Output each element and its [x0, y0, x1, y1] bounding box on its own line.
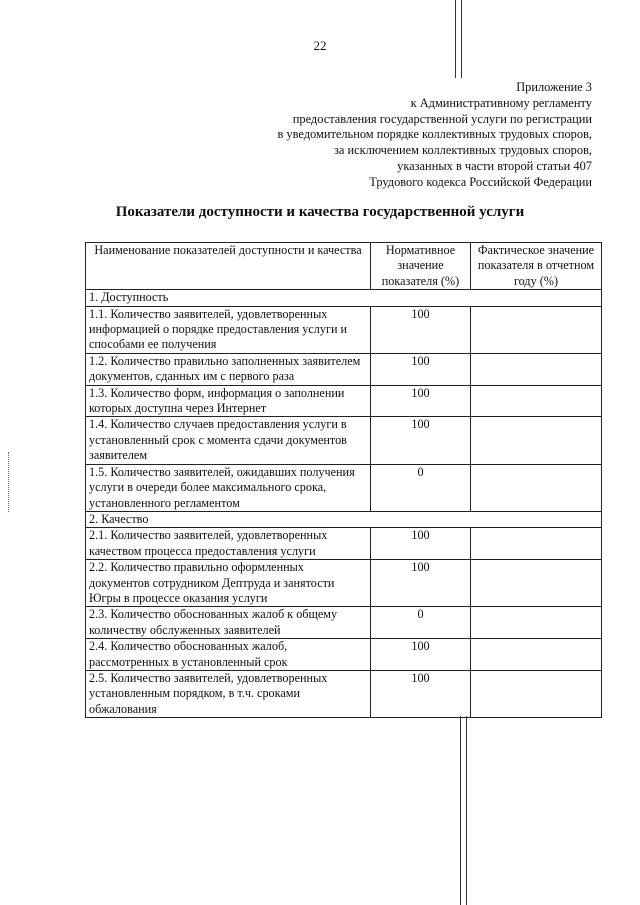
table-header-row: [86, 243, 602, 290]
indicator-name: 1.5. Количество заявителей, ожидавших получения услуги в очереди более максимального срока, установленного регламентом: [86, 464, 371, 511]
normative-value: 100: [371, 639, 471, 671]
appendix-line: Трудового кодекса Российской Федерации: [369, 174, 592, 189]
table-row: [86, 607, 602, 639]
appendix-line: в уведомительном порядке коллективных трудовых споров,: [277, 127, 592, 142]
section-label: 1. Доступность: [86, 290, 602, 306]
actual-value: [471, 417, 602, 464]
table-row: [86, 528, 602, 560]
appendix-line: к Административному регламенту: [410, 95, 592, 110]
table-section-row: [86, 511, 602, 527]
normative-value: 0: [371, 607, 471, 639]
indicator-name: 1.3. Количество форм, информация о заполнении которых доступна через Интернет: [86, 385, 371, 417]
actual-value: [471, 385, 602, 417]
normative-value: 100: [371, 528, 471, 560]
scan-artifact-dots: [8, 452, 12, 512]
appendix-line: Приложение 3: [516, 80, 592, 94]
normative-value: 100: [371, 560, 471, 607]
actual-value: [471, 607, 602, 639]
table-row: [86, 417, 602, 464]
table-row: [86, 464, 602, 511]
actual-value: [471, 670, 602, 717]
section-label: 2. Качество: [86, 511, 602, 527]
normative-value: 0: [371, 464, 471, 511]
table-row: [86, 670, 602, 717]
table-row: [86, 353, 602, 385]
scan-artifact-line: [460, 716, 461, 905]
normative-value: 100: [371, 353, 471, 385]
header-normative-value: Нормативное значение показателя (%): [371, 243, 471, 290]
indicator-name: 2.1. Количество заявителей, удовлетворенных качеством процесса предоставления услуги: [86, 528, 371, 560]
table-row: [86, 306, 602, 353]
normative-value: 100: [371, 417, 471, 464]
indicator-name: 2.4. Количество обоснованных жалоб, рассмотренных в установленный срок: [86, 639, 371, 671]
document-title: Показатели доступности и качества государственной услуги: [115, 204, 525, 220]
actual-value: [471, 639, 602, 671]
appendix-line: предоставления государственной услуги по регистрации: [292, 111, 592, 126]
indicator-name: 1.4. Количество случаев предоставления услуги в установленный срок с момента сдачи документов заявителем: [86, 417, 371, 464]
normative-value: 100: [371, 385, 471, 417]
actual-value: [471, 353, 602, 385]
indicator-name: 1.1. Количество заявителей, удовлетворенных информацией о порядке предоставления услуги и способами ее получения: [86, 306, 371, 353]
indicator-name: 2.2. Количество правильно оформленных документов сотрудником Дептруда и занятости Югры в процессе оказания услуги: [86, 560, 371, 607]
table-row: [86, 639, 602, 671]
actual-value: [471, 560, 602, 607]
table-row: [86, 560, 602, 607]
table-section-row: [86, 290, 602, 306]
header-indicator-name: Наименование показателей доступности и качества: [86, 243, 371, 290]
appendix-line: указанных в части второй статьи 407: [397, 158, 592, 173]
table-row: [86, 385, 602, 417]
actual-value: [471, 528, 602, 560]
appendix-line: за исключением коллективных трудовых споров,: [334, 143, 592, 158]
actual-value: [471, 306, 602, 353]
indicator-name: 2.5. Количество заявителей, удовлетворенных установленным порядком, в т.ч. сроками обжалования: [86, 670, 371, 717]
page-number: 22: [313, 38, 327, 53]
normative-value: 100: [371, 306, 471, 353]
indicator-name: 2.3. Количество обоснованных жалоб к общему количеству обслуженных заявителей: [86, 607, 371, 639]
indicator-name: 1.2. Количество правильно заполненных заявителем документов, сданных им с первого раза: [86, 353, 371, 385]
normative-value: 100: [371, 670, 471, 717]
scan-artifact-line: [466, 716, 467, 905]
appendix-header: [212, 80, 592, 191]
actual-value: [471, 464, 602, 511]
indicators-table: [85, 242, 602, 718]
header-actual-value: Фактическое значение показателя в отчетном году (%): [471, 243, 602, 290]
